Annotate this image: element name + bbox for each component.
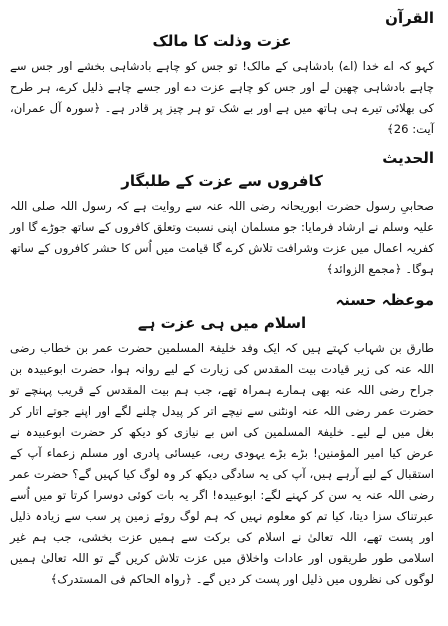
quran-section-title: القرآن — [385, 9, 434, 27]
hadith-section-title: الحدیث — [382, 149, 434, 167]
quran-paragraph — [10, 56, 434, 140]
hadith-text: صحابیِ رسول حضرت ابوریحانہ رضی اللہ عنہ سے روایت ہے کہ رسول اللہ صلی اللہ علیہ وسلم نے ارشاد فرمایا: جو مسلمان اپنی نسبت وتعلق کافروں کے ساتھ جوڑے گا اور کفریہ اعمال میں عزت وشرافت تلاش کرے گا قیامت میں اُس کا حشر کافروں کے ساتھ ہوگا۔ — [10, 199, 434, 276]
hadith-reference: ﴿مجمع الزوائد﴾ — [326, 262, 402, 276]
sermon-paragraph — [10, 338, 434, 590]
hadith-paragraph — [10, 196, 434, 280]
sermon-reference: ﴿رواہ الحاکم فی المستدرک﴾ — [50, 572, 193, 586]
quran-text: کہو کہ اے خدا (اے) بادشاہی کے مالک! تو جس کو چاہے بادشاہی بخشے اور جس سے چاہے بادشاہی چھین لے اور جس کو چاہے عزت دے اور جسے چاہے ذلیل کرے، ہر طرح کی بھلائی تیرے ہی ہاتھ میں ہے اور بے شک تو ہر چیز پر قادر ہے۔ — [10, 59, 434, 115]
sermon-section-title: موعظہ حسنہ — [335, 291, 434, 309]
quran-reference: ﴿سورہ آل عمران، آیت: 26﴾ — [10, 101, 434, 136]
hadith-heading: کافروں سے عزت کے طلبگار — [121, 172, 323, 190]
quran-heading: عزت وذلت کا مالک — [152, 32, 292, 50]
sermon-text: طارق بن شہاب کہتے ہیں کہ ایک وفد خلیفۃ المسلمین حضرت عمر بن خطاب رضی اللہ عنہ کی زیر قیادت بیت المقدس کی زیارت کے لیے روانہ ہوا، حضرت ابوعبیدہ بن جراح رضی اللہ عنہ بھی ہمارے ہمراہ تھے، جب ہم بیت المقدس کے قریب پہنچے تو حضرت عمر رضی اللہ عنہ اونٹنی سے نیچے اتر کر پیدل چلنے لگے اور اپنے جوتے اتار کر بغل میں لے لیے۔ خلیفۃ المسلمین کی اس بے نیازی کو دیکھ کر حضرت ابوعبیدہ نے عرض کیا امیر المؤمنین! بڑے بڑے یہودی ربی، عیسائی پادری اور مسلم زعماء آپ کے استقبال کے لیے آرہے ہیں، آپ کی یہ سادگی دیکھ کر وہ لوگ کیا کہیں گے؟ حضرت عمر رضی اللہ عنہ یہ سن کر کہنے لگے: ابوعبیدہ! اگر یہ بات کوئی دوسرا کرتا تو میں اُسے عبرتناک سزا دیتا، کیا تم کو معلوم نہیں کہ ہم لوگ روئے زمین پر سب سے زیادہ ذلیل اور پست تھے، اللہ تعالیٰ نے اسلام کی برکت سے ہمیں عزت بخشی، جب ہم غیر اسلامی طور طریقوں اور عادات واخلاق میں عزت تلاش کریں گے تو اللہ تعالیٰ ہمیں لوگوں کی نظروں میں ذلیل اور پست کر دیں گے۔ — [10, 341, 434, 586]
sermon-heading: اسلام میں ہی عزت ہے — [137, 314, 307, 332]
